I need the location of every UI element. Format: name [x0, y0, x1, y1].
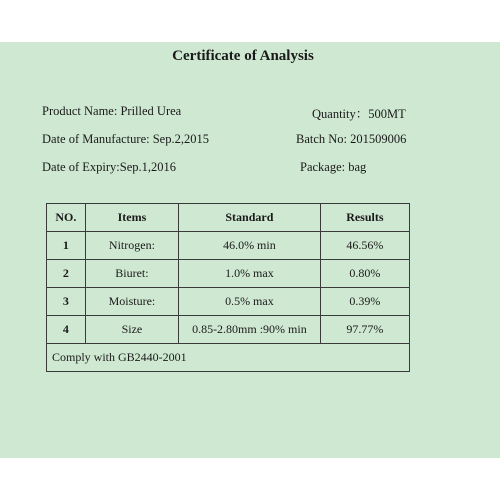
row-number: 2	[47, 260, 86, 288]
table-row	[47, 316, 410, 344]
table-row	[47, 260, 410, 288]
batch-number: Batch No: 201509006	[296, 132, 407, 146]
row-standard: 46.0% min	[179, 232, 321, 260]
row-number: 4	[47, 316, 86, 344]
row-number: 3	[47, 288, 86, 316]
row-item: Moisture:	[85, 288, 178, 316]
document-title: Certificate of Analysis	[172, 48, 314, 64]
manufacture-date: Date of Manufacture: Sep.2,2015	[42, 132, 209, 146]
row-result: 0.39%	[320, 288, 409, 316]
header-no: NO.	[47, 204, 86, 232]
row-item: Nitrogen:	[85, 232, 178, 260]
row-result: 46.56%	[320, 232, 409, 260]
analysis-table	[46, 203, 410, 372]
row-result: 0.80%	[320, 260, 409, 288]
table-row	[47, 288, 410, 316]
row-standard: 0.85-2.80mm :90% min	[179, 316, 321, 344]
product-name: Product Name: Prilled Urea	[42, 104, 182, 118]
header-items: Items	[85, 204, 178, 232]
table-footer-row	[47, 344, 410, 372]
row-standard: 1.0% max	[179, 260, 321, 288]
table-row	[47, 232, 410, 260]
certificate-sheet	[0, 42, 500, 458]
quantity: Quantity：500MT	[312, 107, 406, 121]
package: Package: bag	[300, 160, 367, 174]
header-standard: Standard	[179, 204, 321, 232]
row-number: 1	[47, 232, 86, 260]
table-header-row	[47, 204, 410, 232]
header-results: Results	[320, 204, 409, 232]
expiry-date: Date of Expiry:Sep.1,2016	[42, 160, 177, 174]
compliance-note: Comply with GB2440-2001	[47, 344, 410, 372]
row-standard: 0.5% max	[179, 288, 321, 316]
row-item: Size	[85, 316, 178, 344]
row-result: 97.77%	[320, 316, 409, 344]
row-item: Biuret:	[85, 260, 178, 288]
